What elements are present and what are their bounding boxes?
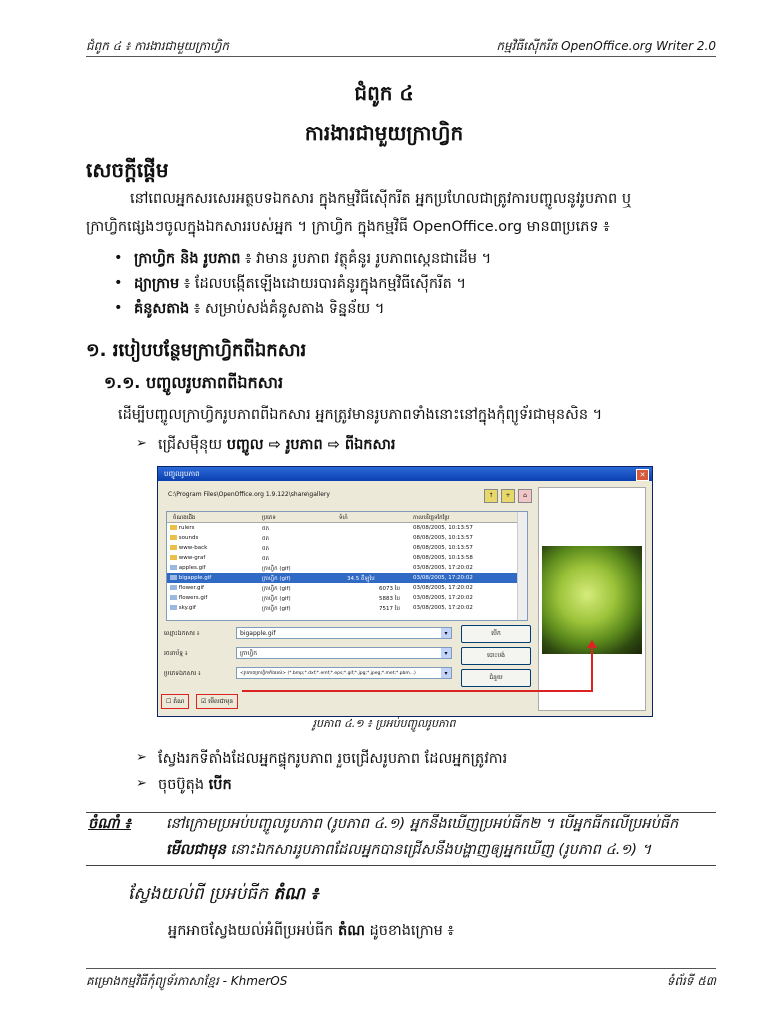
folder-up-icon[interactable]: ↑ — [484, 489, 498, 503]
list-scrollbar[interactable] — [517, 512, 527, 620]
bullet-chart: • គំនូសតាង ៖ សម្រាប់សង់គំនូសតាង ទិន្នន័យ ។ — [114, 300, 385, 317]
section-para: ដើម្បីបញ្ចូលក្រាហ្វិករូបភាពពីឯកសារ អ្នកត្រូវមានរូបភាពទាំងនោះនៅក្នុងកុំព្យូទ័រជាមុនសិន ។ — [118, 407, 603, 423]
open-button[interactable]: បើក — [461, 625, 531, 643]
dialog-path: C:\Program Files\OpenOffice.org 1.9.122\share\gallery — [168, 491, 330, 498]
apple-preview-image — [542, 546, 642, 654]
col-date[interactable]: កាលបរិច្ឆេទកែប្រែ — [413, 515, 450, 521]
intro-line-2: ក្រាហ្វិកផ្សេងៗចូលក្នុងឯកសាររបស់អ្នក ។ ក្រាហ្វិក ក្នុងកម្មវិធី OpenOffice.org មាន៣ប្រភេទ ៖ — [86, 219, 610, 235]
image-file-icon — [170, 585, 177, 590]
list-item-selected[interactable]: bigapple.gif ក្រាហ្វិក (gif) 34.5 គីឡូបៃ 03/08/2005, 17:20:02 — [167, 573, 527, 583]
bullet-text: ៖ ដែលបង្កើតឡើងដោយរបារគំនូរក្នុងកម្មវិធីស៊ើករីត ។ — [179, 276, 467, 292]
filetype-label: ប្រភេទឯកសារ ៖ — [164, 670, 201, 677]
note-line-2: មើលជាមុន នោះឯកសាររូបភាពដែលអ្នកបានជ្រើសនឹងបង្ហាញឲ្យអ្នកឃើញ (រូបភាព ៤.១) ។ — [166, 842, 652, 858]
folder-icon — [170, 545, 177, 550]
note-bold: មើលជាមុន — [166, 842, 226, 858]
help-button[interactable]: ជំនួយ — [461, 669, 531, 687]
note-box — [86, 812, 716, 866]
chapter-number: ជំពូក ៤ — [354, 81, 414, 105]
style-select[interactable]: ក្រាហ្វិក ▾ — [236, 647, 452, 659]
filename-input[interactable]: bigapple.gif ▾ — [236, 627, 452, 639]
step-2-text: ស្វែងរកទីតាំងដែលអ្នកផ្ទុករូបភាព រួចជ្រើសរូបភាព ដែលអ្នកត្រូវការ — [158, 751, 508, 767]
bullet-text: ៖ សម្រាប់សង់គំនូសតាង ទិន្នន័យ ។ — [189, 301, 385, 317]
step-2: ➢ ស្វែងរកទីតាំងដែលអ្នកផ្ទុករូបភាព រួចជ្រើសរូបភាព ដែលអ្នកត្រូវការ — [136, 750, 508, 767]
bullet-bold: ក្រាហ្វិក និង រូបភាព — [134, 251, 241, 267]
col-type[interactable]: ប្រភេទ — [262, 515, 276, 521]
image-file-icon — [170, 575, 177, 580]
image-file-icon — [170, 565, 177, 570]
chapter-title: ការងារជាមួយក្រាហ្វិក — [304, 121, 464, 145]
filename-label: ឈ្មោះឯកសារ ៖ — [164, 630, 200, 637]
col-size[interactable]: ទំហំ — [339, 515, 348, 521]
image-file-icon — [170, 595, 177, 600]
callout-line — [591, 646, 593, 692]
step-3-bold: បើក — [208, 777, 232, 793]
header-book: កម្មវិធីស៊ើករីត OpenOffice.org Writer 2.0 — [496, 39, 716, 53]
callout-line — [242, 690, 593, 692]
list-item[interactable]: rulers ថត 08/08/2005, 10:13:57 — [167, 523, 527, 533]
dialog-title: បញ្ចូលរូបភាព — [164, 470, 200, 478]
close-icon[interactable]: ✕ — [636, 469, 649, 481]
step-1: ➢ ជ្រើសម៉ឺនុយ បញ្ចូល ⇨ រូបភាព ⇨ ពីឯកសារ — [136, 436, 396, 453]
step-3-text: ចុចប៊ូតុង — [158, 777, 209, 793]
figure-caption: រូបភាព ៤.១ ៖ ប្រអប់បញ្ចូលរូបភាព — [312, 717, 456, 730]
new-folder-icon[interactable]: + — [501, 489, 515, 503]
page-footer — [86, 968, 716, 991]
footer-project: គម្រោងកម្មវិធីកុំព្យូទ័រភាសាខ្មែរ - KhmerOS — [86, 974, 288, 988]
preview-checkbox[interactable]: ☑ មើលជាមុន — [196, 694, 238, 709]
chevron-down-icon[interactable]: ▾ — [441, 648, 451, 658]
list-item[interactable]: apples.gif ក្រាហ្វិក (gif) 03/08/2005, 17:20:02 — [167, 563, 527, 573]
bullet-graphics: • ក្រាហ្វិក និង រូបភាព ៖ វាមាន រូបភាព វត្ថុគំនូរ រូបភាពស្កេនជាដើម ។ — [114, 250, 492, 267]
intro-heading: សេចក្ដីផ្ដើម — [86, 158, 169, 182]
step-3: ➢ ចុចប៊ូតុង បើក — [136, 776, 232, 793]
dialog-titlebar — [158, 467, 652, 481]
subsection-heading: ១.១. បញ្ចូលរូបភាពពីឯកសារ — [104, 373, 284, 392]
insert-picture-dialog — [157, 466, 653, 717]
link-checkbox[interactable]: ☐ តំណ — [161, 694, 189, 709]
chevron-down-icon[interactable]: ▾ — [441, 628, 451, 638]
style-label: រចនាប័ទ្ម ៖ — [164, 650, 188, 657]
note-label: ចំណាំ ៖ — [88, 816, 131, 832]
list-item[interactable]: flower.gif ក្រាហ្វិក (gif) 6073 បៃ 03/08/2005, 17:20:02 — [167, 583, 527, 593]
section-heading: ១. របៀបបន្ថែមក្រាហ្វិកពីឯកសារ — [86, 340, 307, 361]
file-list-header — [167, 512, 527, 523]
step-1-menu: បញ្ចូល ⇨ រូបភាព ⇨ ពីឯកសារ — [226, 437, 396, 453]
list-item[interactable]: sky.gif ក្រាហ្វិក (gif) 7517 បៃ 03/08/2005, 17:20:02 — [167, 603, 527, 613]
page-number: ទំព័រទី ៥៣ — [666, 974, 716, 988]
list-item[interactable]: www-graf ថត 08/08/2005, 10:13:58 — [167, 553, 527, 563]
step-1-text: ជ្រើសម៉ឺនុយ — [158, 437, 227, 453]
subheading-bold: តំណ ៖ — [273, 884, 319, 904]
file-list[interactable] — [166, 511, 528, 621]
list-item[interactable]: sounds ថត 08/08/2005, 10:13:57 — [167, 533, 527, 543]
page-header — [86, 36, 716, 57]
bullet-bold: គំនូសតាង — [134, 301, 190, 317]
final-para: អ្នកអាចស្វែងយល់អំពីប្រអប់ធីក តំណ ដូចខាងក្រោម ៖ — [168, 923, 454, 939]
col-title[interactable]: ចំណងជើង — [173, 515, 196, 521]
default-dir-icon[interactable]: ⌂ — [518, 489, 532, 503]
chevron-down-icon[interactable]: ▾ — [441, 668, 451, 678]
folder-icon — [170, 525, 177, 530]
note-line-1: នៅក្រោមប្រអប់បញ្ចូលរូបភាព (រូបភាព ៤.១) អ្នកនឹងឃើញប្រអប់ធីក២ ។ បើអ្នកធីកលើប្រអប់ធីក — [166, 816, 679, 832]
intro-line-1: នៅពេលអ្នកសរសេរអត្ថបទឯកសារ ក្នុងកម្មវិធីស៊ើករីត អ្នកប្រហែលជាត្រូវការបញ្ចូលនូវរូបភាព ឬ — [130, 191, 632, 207]
bullet-diagram: • ដ្យាក្រាម ៖ ដែលបង្កើតឡើងដោយរបារគំនូរក្នុងកម្មវិធីស៊ើករីត ។ — [114, 275, 467, 292]
cancel-button[interactable]: បោះបង់ — [461, 647, 531, 665]
final-bold: តំណ — [338, 923, 365, 939]
image-file-icon — [170, 605, 177, 610]
folder-icon — [170, 535, 177, 540]
list-item[interactable]: www-back ថត 08/08/2005, 10:13:57 — [167, 543, 527, 553]
folder-icon — [170, 555, 177, 560]
bullet-text: ៖ វាមាន រូបភាព វត្ថុគំនូរ រូបភាពស្កេនជាដើម ។ — [240, 251, 492, 267]
header-chapter: ជំពូក ៤ ៖ ការងារជាមួយក្រាហ្វិក — [86, 39, 230, 53]
list-item[interactable]: flowers.gif ក្រាហ្វិក (gif) 5883 បៃ 03/08/2005, 17:20:02 — [167, 593, 527, 603]
subheading-link: ស្វែងយល់ពី ប្រអប់ធីក តំណ ៖ — [128, 884, 319, 904]
bullet-bold: ដ្យាក្រាម — [134, 276, 180, 292]
filetype-select[interactable]: <រូបភាពក្រាហ្វិកទាំងអស់> (*.bmp;*.dxf;*.emf;*.eps;*.gif;*.jpg;*.jpeg;*.met;*.pbm...) ▾ — [236, 667, 452, 679]
callout-arrow-icon — [587, 640, 597, 648]
